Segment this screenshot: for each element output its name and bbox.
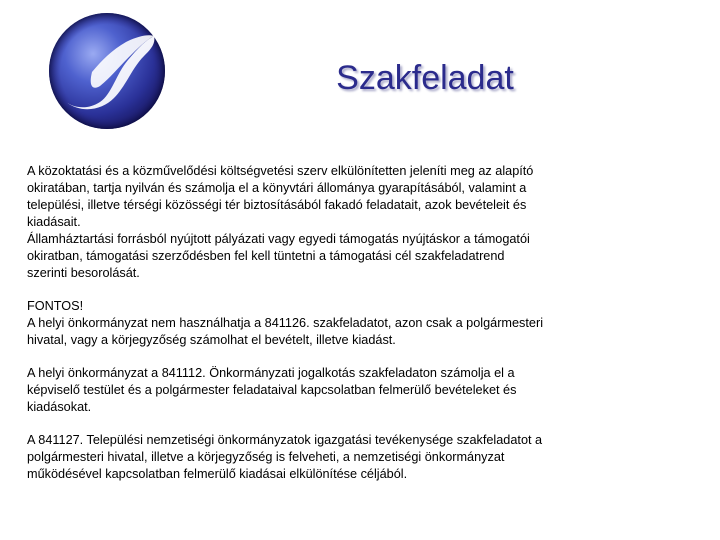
text-line: okiratban, támogatási szerződésben fel kell tüntetni a támogatási cél szakfeladatrend — [27, 249, 505, 263]
text-line: hivatal, vagy a körjegyzőség számolhat el bevételt, illetve kiadást. — [27, 333, 396, 347]
text-line: A helyi önkormányzat a 841112. Önkormányzati jogalkotás szakfeladaton számolja el a — [27, 366, 515, 380]
text-line: A 841127. Települési nemzetiségi önkormányzatok igazgatási tevékenysége szakfeladatot a — [27, 433, 543, 447]
text-line: kiadásait. — [27, 215, 81, 229]
text-line: képviselő testület és a polgármester feladataival kapcsolatban felmerülő bevételeket és — [27, 383, 517, 397]
text-line: FONTOS! — [27, 299, 84, 313]
sphere-swoosh-icon — [46, 10, 168, 132]
text-line: Államháztartási forrásból nyújtott pályázati vagy egyedi támogatás nyújtáskor a támogatói — [27, 232, 530, 246]
text-line: szerinti besorolását. — [27, 266, 140, 280]
text-line: kiadásokat. — [27, 400, 92, 414]
text-line: működésével kapcsolatban felmerülő kiadásai elkülönítése céljából. — [27, 467, 408, 481]
page-title: Szakfeladat — [336, 59, 514, 97]
paragraph-841112 — [27, 365, 687, 416]
text-line: okiratában, tartja nyilván és számolja el a könyvtári állománya gyarapításából, valamint a — [27, 181, 527, 195]
paragraph-important — [27, 298, 687, 349]
body-text — [27, 163, 687, 499]
text-line: polgármesteri hivatal, illetve a körjegyzőség is felveheti, a nemzetiségi önkormányzat — [27, 450, 505, 464]
text-line: A közoktatási és a közművelődési költségvetési szerv elkülönítetten jeleníti meg az alapító — [27, 164, 534, 178]
logo-icon — [46, 10, 168, 132]
text-line: A helyi önkormányzat nem használhatja a 841126. szakfeladatot, azon csak a polgármesteri — [27, 316, 544, 330]
paragraph-841127 — [27, 432, 687, 483]
text-line: települési, illetve térségi közösségi tér biztosításából fakadó feladatait, azok bevételeit és — [27, 198, 527, 212]
paragraph-intro — [27, 163, 687, 282]
